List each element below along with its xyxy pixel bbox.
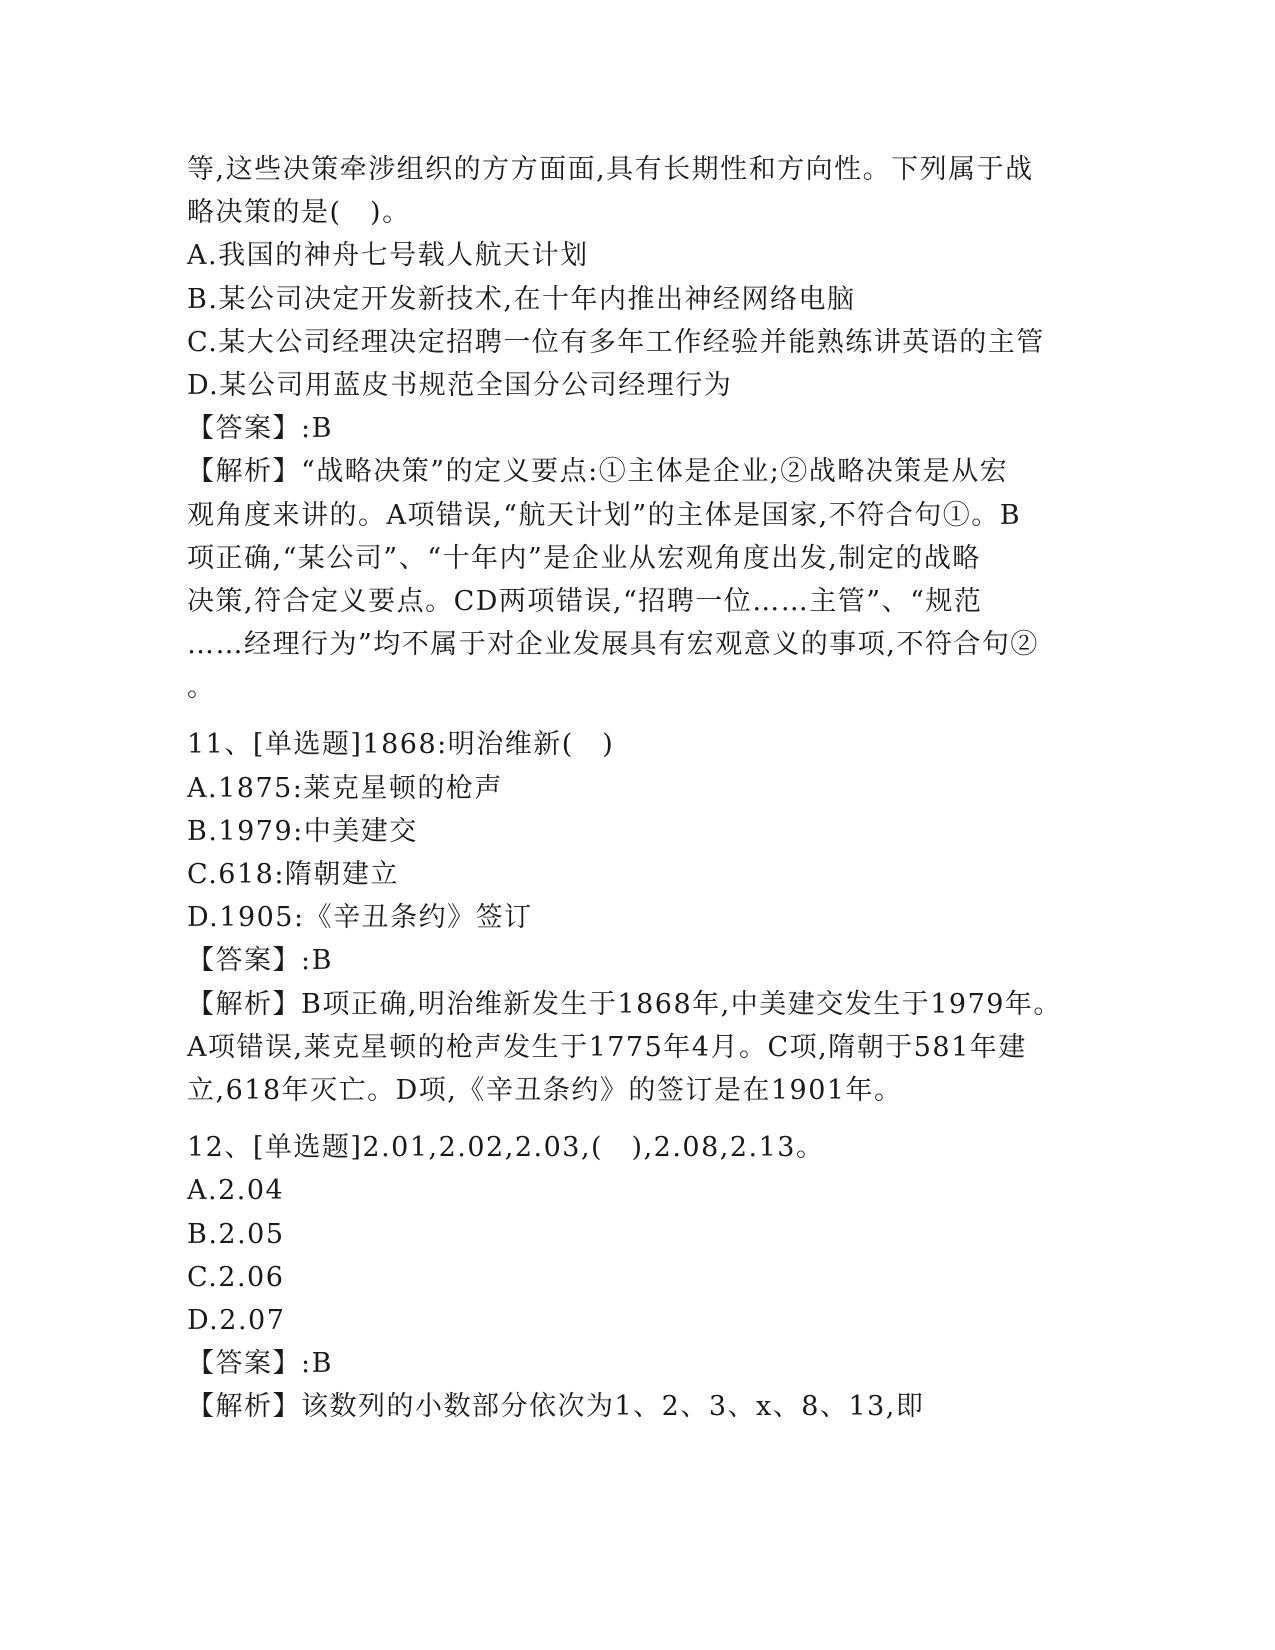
analysis-line: 。: [187, 672, 216, 704]
analysis-line: A项错误,莱克星顿的枪声发生于1775年4月。C项,隋朝于581年建: [187, 1031, 1027, 1063]
answer-line: 【答案】:B: [187, 1348, 333, 1380]
option-b: B.某公司决定开发新技术,在十年内推出神经网络电脑: [187, 283, 856, 315]
option-c: C.某大公司经理决定招聘一位有多年工作经验并能熟练讲英语的主管: [187, 326, 1045, 358]
question-10: [187, 148, 1087, 709]
answer-line: 【答案】:B: [187, 413, 333, 445]
question-11: [187, 723, 1087, 1112]
question-stem-line: 等,这些决策牵涉组织的方方面面,具有长期性和方向性。下列属于战: [187, 154, 1034, 185]
analysis-line: 立,618年灭亡。D项,《辛丑条约》的签订是在1901年。: [187, 1074, 903, 1106]
option-b: B.2.05: [187, 1218, 285, 1250]
analysis-line: 【解析】B项正确,明治维新发生于1868年,中美建交发生于1979年。: [187, 988, 1062, 1020]
analysis-line: 【解析】“战略决策”的定义要点:①主体是企业;②战略决策是从宏: [187, 456, 1009, 488]
analysis-line: 【解析】该数列的小数部分依次为1、2、3、x、8、13,即: [187, 1391, 925, 1423]
option-d: D.2.07: [187, 1304, 286, 1336]
option-c: C.2.06: [187, 1261, 285, 1293]
answer-line: 【答案】:B: [187, 945, 333, 977]
option-b: B.1979:中美建交: [187, 815, 418, 847]
option-a: A.2.04: [187, 1175, 285, 1207]
document-page: [187, 148, 1087, 1428]
option-a: A.1875:莱克星顿的枪声: [187, 772, 503, 804]
section-gap: [187, 1112, 1087, 1126]
question-stem-line: 略决策的是( )。: [187, 197, 411, 229]
section-gap: [187, 709, 1087, 723]
question-stem: 12、[单选题]2.01,2.02,2.03,( ),2.08,2.13。: [187, 1132, 825, 1164]
option-d: D.1905:《辛丑条约》签订: [187, 902, 533, 934]
analysis-line: 决策,符合定义要点。CD两项错误,“招聘一位……主管”、“规范: [187, 585, 983, 617]
option-d: D.某公司用蓝皮书规范全国分公司经理行为: [187, 369, 733, 401]
option-c: C.618:隋朝建立: [187, 859, 399, 890]
option-a: A.我国的神舟七号载人航天计划: [187, 240, 589, 272]
question-stem: 11、[单选题]1868:明治维新( ): [187, 729, 615, 761]
analysis-line: 项正确,“某公司”、“十年内”是企业从宏观角度出发,制定的战略: [187, 542, 981, 574]
question-12: [187, 1126, 1087, 1428]
analysis-line: 观角度来讲的。A项错误,“航天计划”的主体是国家,不符合句①。B: [187, 499, 1022, 531]
analysis-line: ……经理行为”均不属于对企业发展具有宏观意义的事项,不符合句②: [187, 629, 1039, 661]
